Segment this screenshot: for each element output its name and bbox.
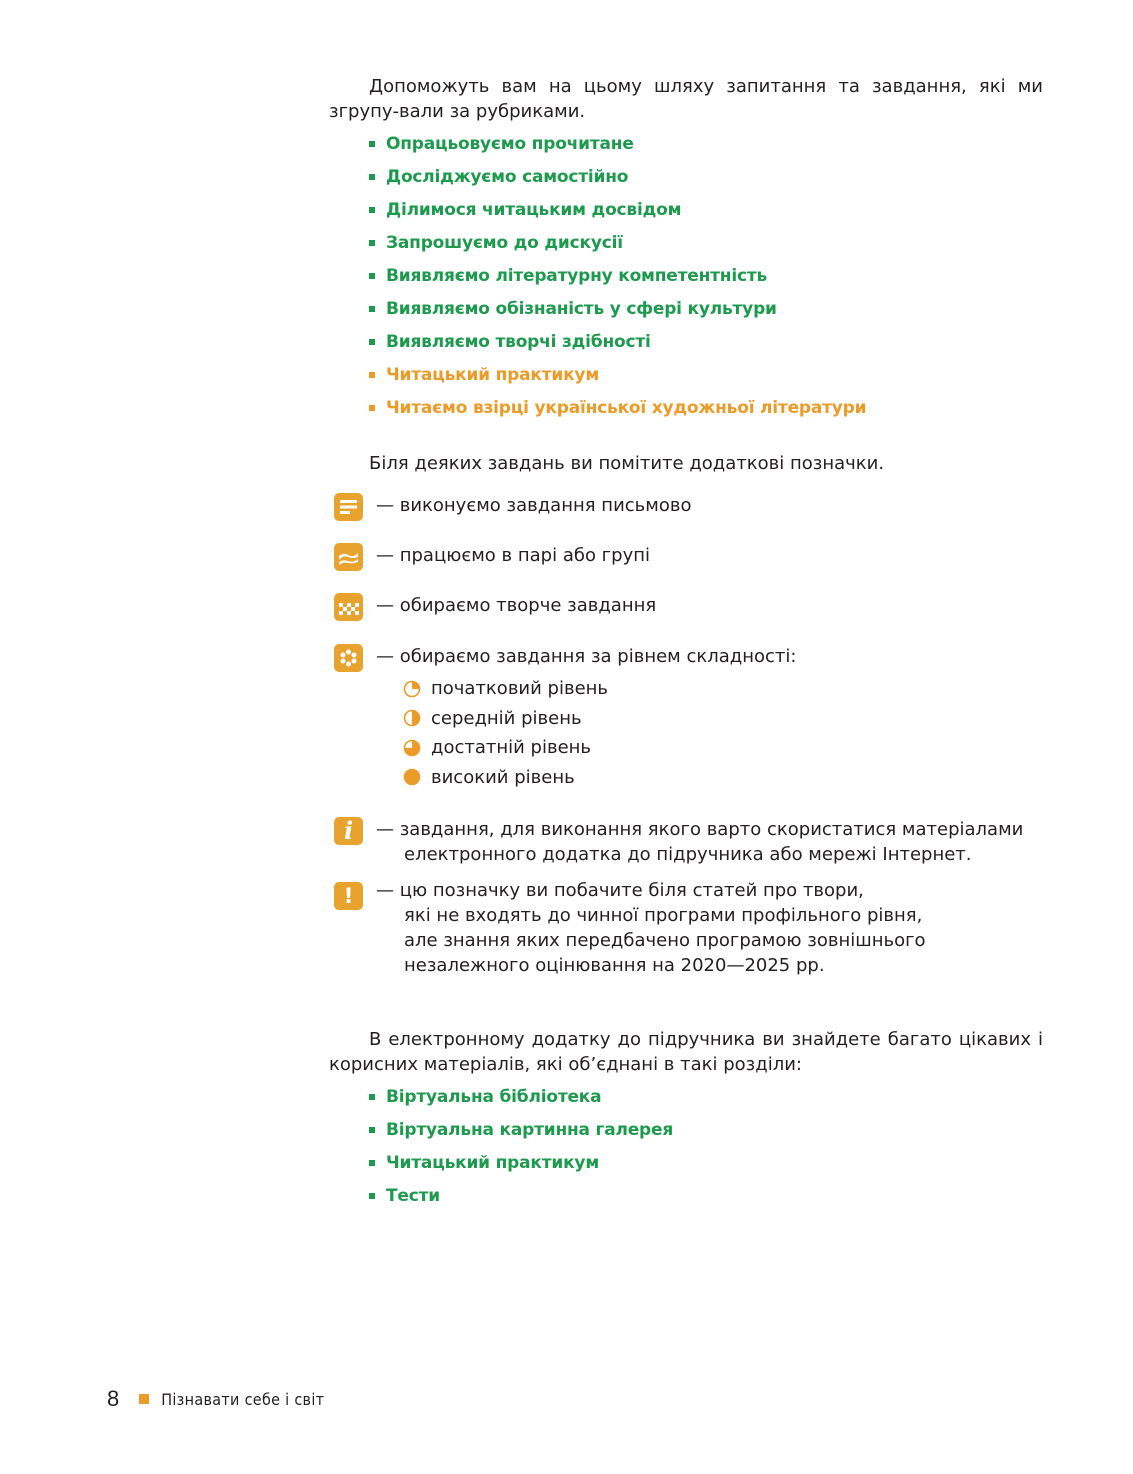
- intro-paragraph: Допоможуть вам на цьому шляху запитання та завдання, які ми згрупу-вали за рубриками.: [329, 76, 1043, 122]
- mark-text: — обираємо творче завдання: [376, 595, 657, 616]
- level-label: середній рівень: [431, 707, 582, 729]
- level-label: високий рівень: [431, 766, 575, 788]
- marks-intro: Біля деяких завдань ви помітите додаткові позначки.: [369, 453, 885, 474]
- rubric-item: Читацький практикум: [369, 361, 1043, 394]
- mark-text: — виконуємо завдання письмово: [376, 495, 692, 516]
- rubric-item: Ділимося читацьким досвідом: [369, 196, 1043, 229]
- level-label: достатній рівень: [431, 737, 592, 759]
- edition-section-list: [369, 1083, 1043, 1215]
- section-item: Віртуальна бібліотека: [369, 1083, 1043, 1116]
- page-footer: [107, 1386, 324, 1412]
- section-item: Тести: [369, 1182, 1043, 1215]
- mark-text: — працюємо в парі або групі: [376, 545, 650, 566]
- mark-text: — цю позначку ви побачите біля статей про твори, які не входять до чинної програми профільного рівня, але знання яких передбачено програмою зовнішнього незалежного оцінювання на 2020—2025 рр.: [376, 880, 926, 976]
- rubric-item: Читаємо взірці української художньої літератури: [369, 394, 1043, 427]
- footer-title: Пізнавати себе і світ: [161, 1389, 325, 1409]
- section-item: Віртуальна картинна галерея: [369, 1116, 1043, 1149]
- edition-section: [329, 1027, 1043, 1215]
- section-item: Читацький практикум: [369, 1149, 1043, 1182]
- mark-text: — обираємо завдання за рівнем складності:: [376, 646, 797, 667]
- info-icon: i: [334, 817, 363, 845]
- rubric-item: Виявляємо обізнаність у сфері культури: [369, 295, 1043, 328]
- rubric-item: Виявляємо творчі здібності: [369, 328, 1043, 361]
- rubric-item: Досліджуємо самостійно: [369, 163, 1043, 196]
- rubric-item: Виявляємо літературну компетентність: [369, 262, 1043, 295]
- exclamation-icon: !: [334, 882, 363, 910]
- page-number: 8: [107, 1386, 120, 1411]
- rubric-item: Запрошуємо до дискусії: [369, 229, 1043, 262]
- marks-legend-extra: [329, 0, 1049, 1000]
- footer-square-icon: [139, 1394, 149, 1404]
- level-label: початковий рівень: [431, 678, 609, 700]
- rubric-item: Опрацьовуємо прочитане: [369, 130, 1043, 163]
- mark-exclamation: [329, 878, 926, 978]
- mark-info: [329, 817, 1023, 867]
- edition-intro: В електронному додатку до підручника ви знайдете багато цікавих і корисних матеріалів, які об’єднані в такі розділи:: [329, 1029, 1043, 1075]
- mark-text: — завдання, для виконання якого варто скористатися матеріалами електронного додатка до підручника або мережі Інтернет.: [376, 819, 1024, 865]
